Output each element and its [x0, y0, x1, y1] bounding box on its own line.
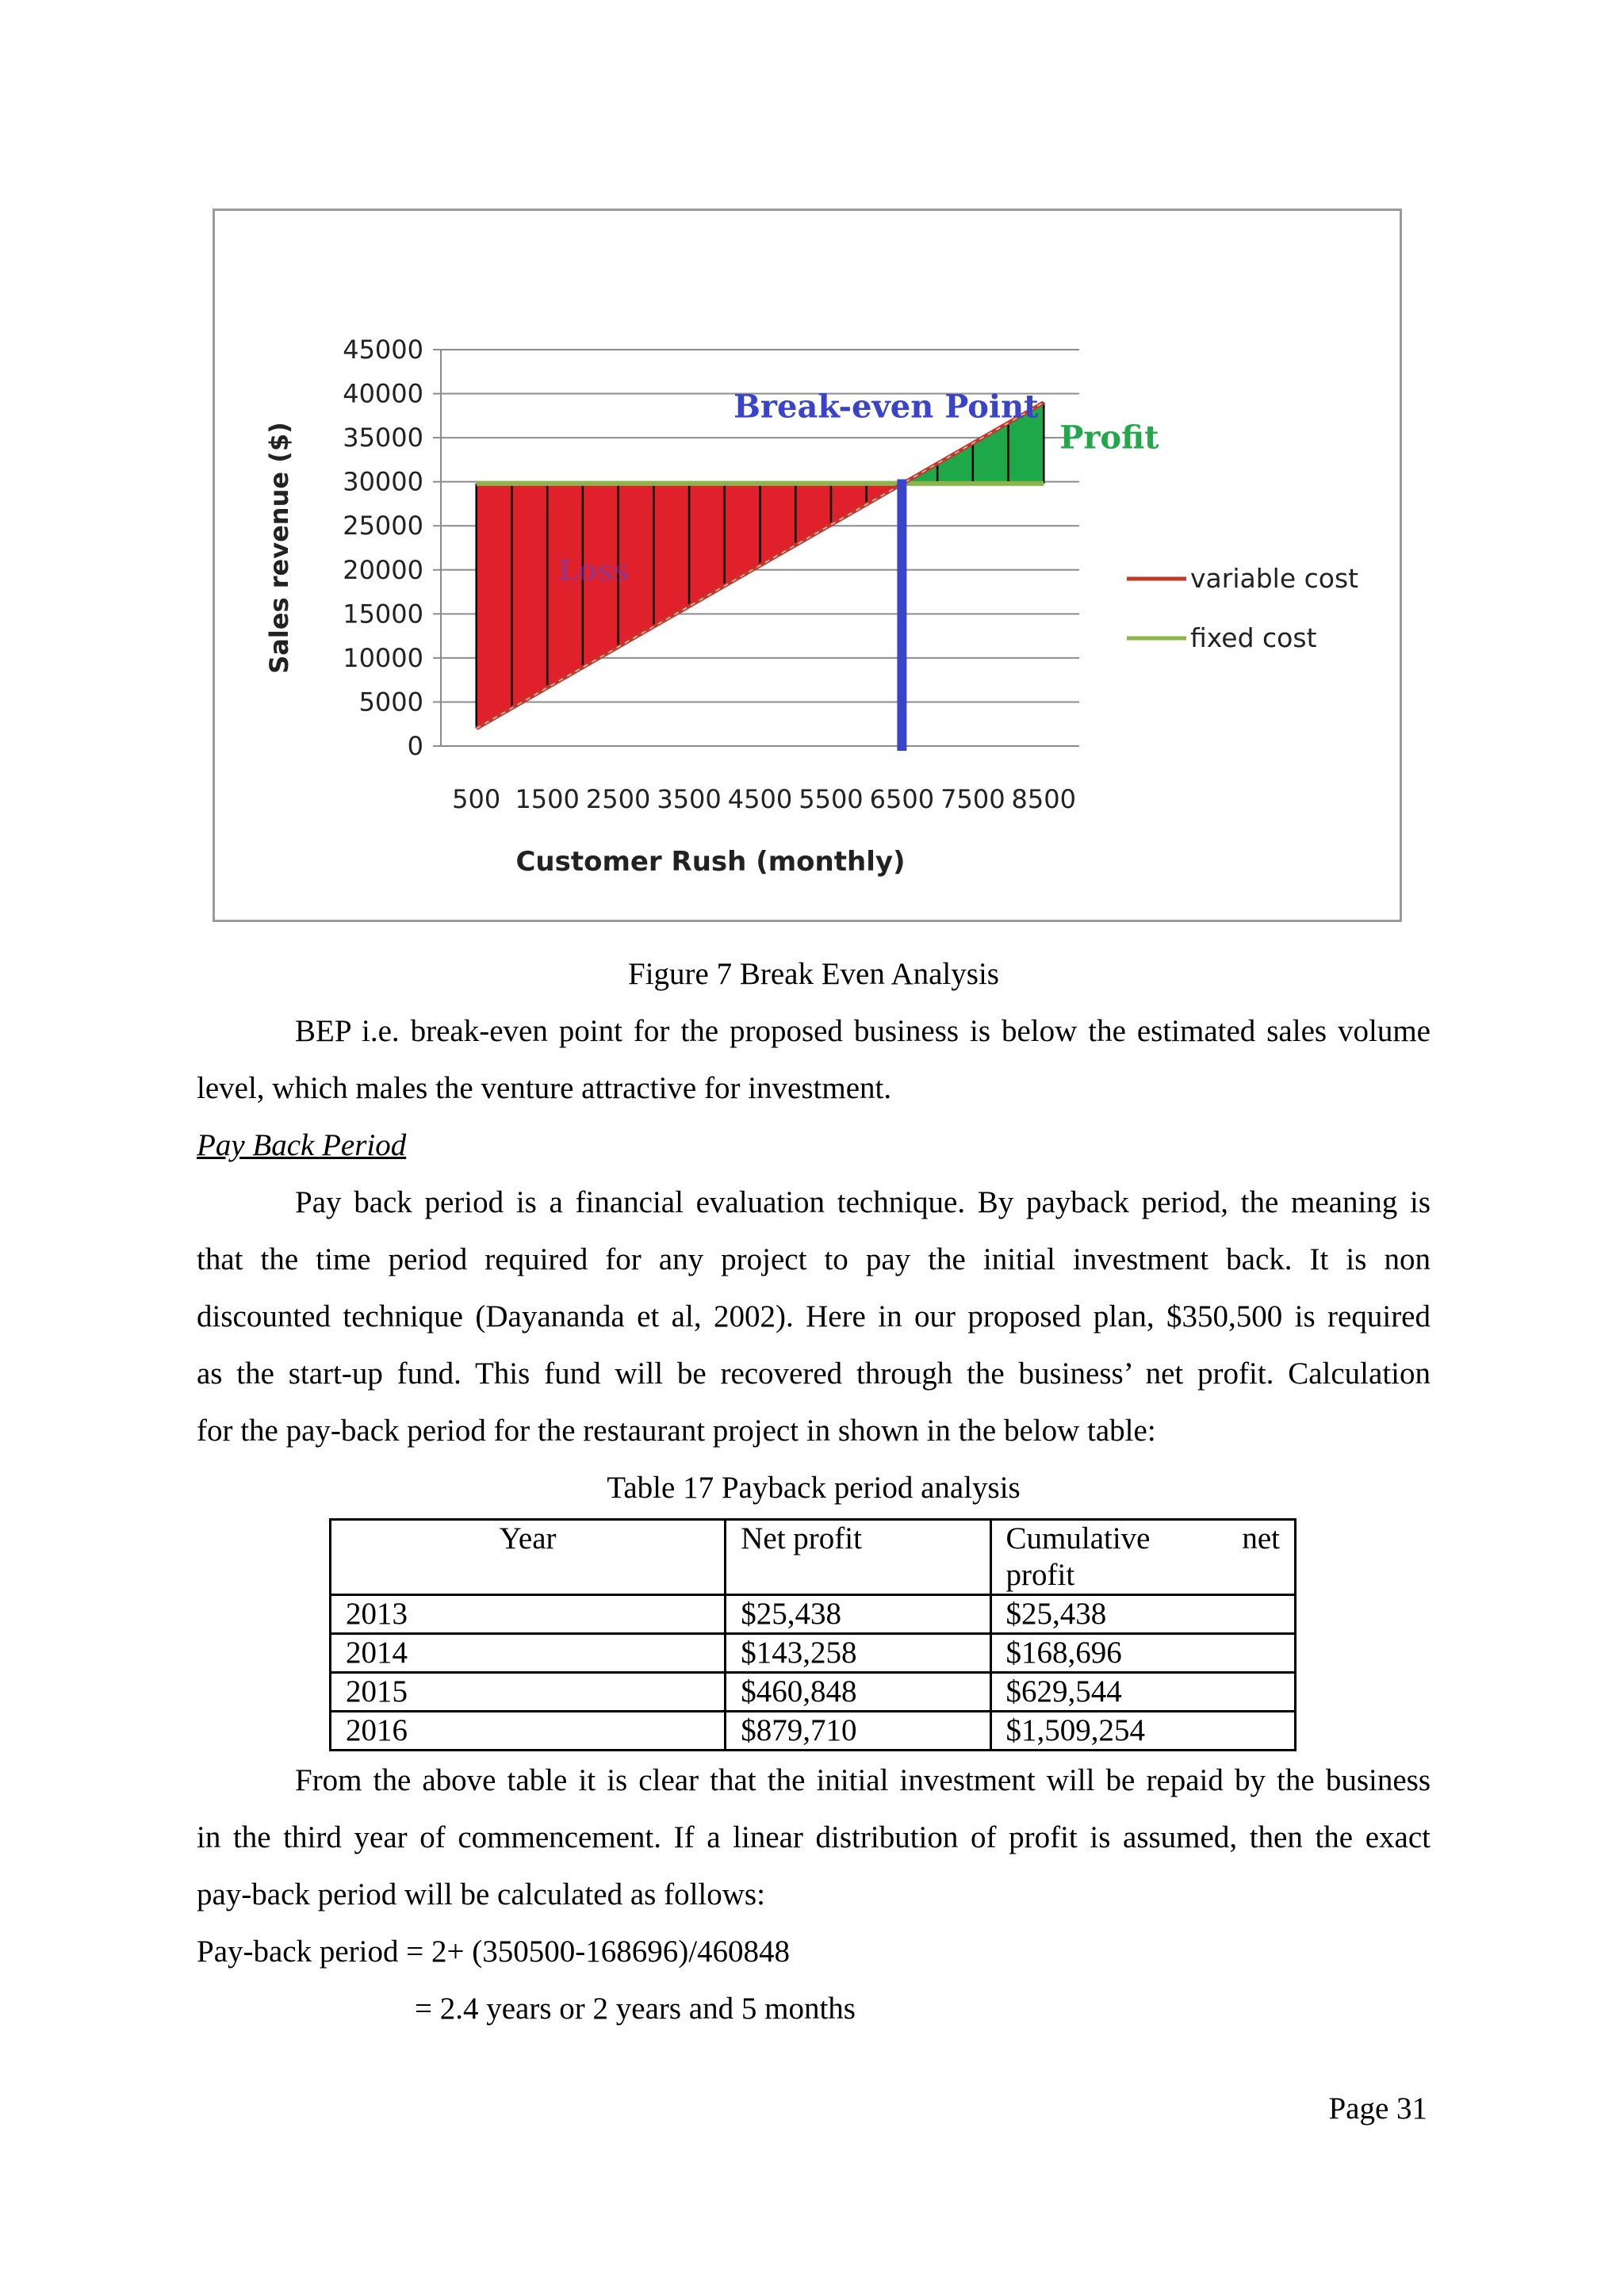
table-cell: 2015 [331, 1673, 726, 1712]
table-cell: $629,544 [990, 1673, 1295, 1712]
table-row [331, 1712, 1296, 1751]
table-cell: 2014 [331, 1634, 726, 1673]
x-tick-label: 3500 [657, 784, 722, 814]
table-header-cell: Year [331, 1520, 726, 1595]
x-tick-label: 2500 [585, 784, 651, 814]
legend-label: variable cost [1190, 563, 1359, 594]
table-cell: $143,258 [726, 1634, 990, 1673]
table-cell: 2016 [331, 1712, 726, 1751]
paragraph-line: in the third year of commencement. If a linear distribution of profit is assumed, then the exact [197, 1820, 1431, 1854]
table-header-cell [990, 1520, 1295, 1595]
x-axis-title: Customer Rush (monthly) [515, 846, 906, 878]
y-tick-label: 40000 [343, 378, 423, 409]
paragraph-line: discounted technique (Dayananda et al, 2002). Here in our proposed plan, $350,500 is required [197, 1299, 1431, 1334]
paragraph-line: level, which males the venture attractive for investment. [197, 1071, 892, 1105]
header-text: Cumulative [1005, 1521, 1151, 1556]
y-tick-label: 15000 [343, 599, 423, 629]
table-header-cell: Net profit [726, 1520, 990, 1595]
section-heading: Pay Back Period [197, 1128, 407, 1162]
table-cell: 2013 [331, 1595, 726, 1634]
table-header-row [331, 1520, 1296, 1595]
table-cell: $25,438 [726, 1595, 990, 1634]
legend-label: fixed cost [1190, 622, 1317, 653]
y-axis-title: Sales revenue ($) [264, 422, 294, 674]
y-tick-label: 30000 [343, 466, 423, 497]
paragraph-line: BEP i.e. break-even point for the proposed business is below the estimated sales volume [295, 1014, 1431, 1048]
x-tick-label: 6500 [869, 784, 935, 814]
table-caption: Table 17 Payback period analysis [607, 1471, 1021, 1505]
x-tick-label: 1500 [515, 784, 580, 814]
y-tick-label: 25000 [343, 511, 423, 541]
y-tick-label: 20000 [343, 554, 423, 585]
table-cell: $168,696 [990, 1634, 1295, 1673]
table-cell: $879,710 [726, 1712, 990, 1751]
table-row [331, 1634, 1296, 1673]
x-tick-label: 5500 [799, 784, 864, 814]
figure-caption: Figure 7 Break Even Analysis [628, 957, 999, 991]
paragraph-line: From the above table it is clear that the initial investment will be repaid by the business [295, 1763, 1431, 1797]
y-tick-label: 0 [407, 731, 423, 761]
table-row [331, 1673, 1296, 1712]
paragraph-line: that the time period required for any project to pay the initial investment back. It is non [197, 1242, 1431, 1276]
paragraph-line: as the start-up fund. This fund will be recovered through the business’ net profit. Calculation [197, 1357, 1431, 1391]
formula-line: = 2.4 years or 2 years and 5 months [415, 1992, 856, 2026]
payback-table [329, 1518, 1297, 1751]
y-tick-label: 35000 [343, 423, 423, 453]
table-row [331, 1595, 1296, 1634]
break-even-chart-svg [215, 211, 1404, 924]
paragraph-line: pay-back period will be calculated as follows: [197, 1877, 765, 1911]
break-even-chart [213, 209, 1402, 922]
x-tick-label: 8500 [1011, 784, 1076, 814]
header-text: net [1242, 1521, 1280, 1556]
x-tick-label: 7500 [940, 784, 1005, 814]
table-cell: $1,509,254 [990, 1712, 1295, 1751]
loss-label: Loss [557, 554, 630, 588]
page-number: Page 31 [1328, 2091, 1427, 2126]
table-cell: $25,438 [990, 1595, 1295, 1634]
y-tick-label: 45000 [343, 335, 423, 365]
header-text: profit [1005, 1558, 1075, 1592]
y-tick-label: 10000 [343, 642, 423, 673]
paragraph-line: Pay back period is a financial evaluation technique. By payback period, the meaning is [295, 1185, 1431, 1219]
formula-line: Pay-back period = 2+ (350500-168696)/460848 [197, 1934, 791, 1969]
table-cell: $460,848 [726, 1673, 990, 1712]
paragraph-line: for the pay-back period for the restaurant project in shown in the below table: [197, 1414, 1156, 1448]
break-even-label: Break-even Point [733, 388, 1039, 426]
y-tick-label: 5000 [358, 687, 423, 718]
profit-label: Profit [1059, 419, 1159, 457]
x-tick-label: 4500 [727, 784, 793, 814]
x-tick-label: 500 [452, 784, 501, 814]
